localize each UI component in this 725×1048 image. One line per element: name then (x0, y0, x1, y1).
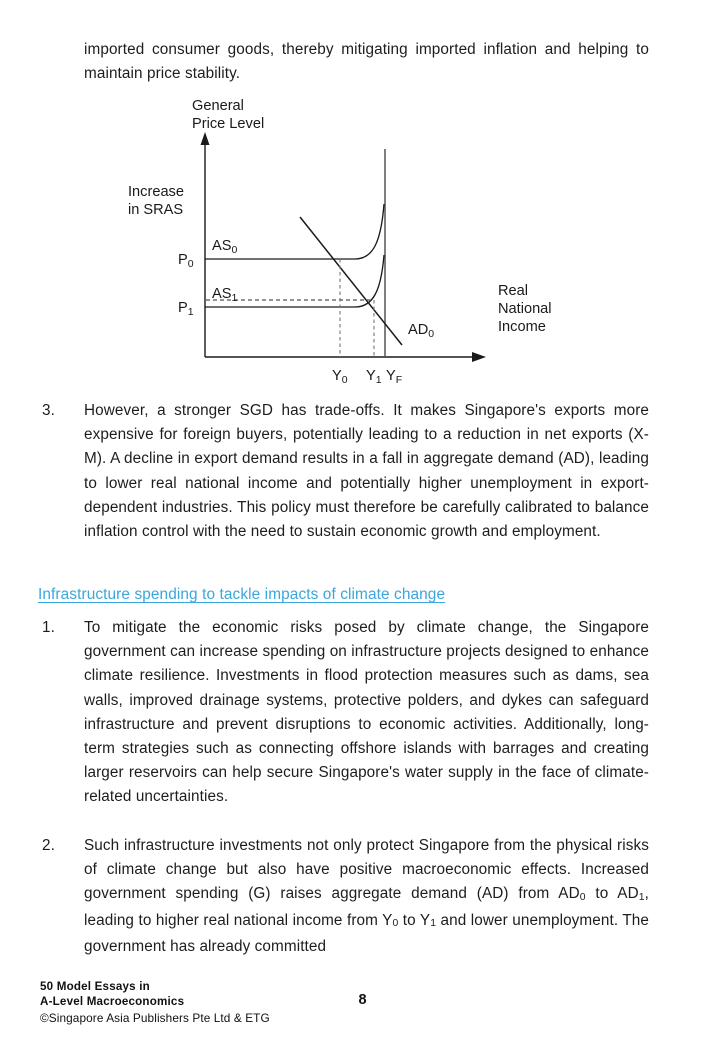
sras-annotation-line1: Increase (128, 184, 184, 200)
section-heading-infrastructure[interactable]: Infrastructure spending to tackle impacts of climate change (38, 586, 446, 603)
item2-text-part1: Such infrastructure investments not only protect Singapore from the physical risks of climate change but also have positive macroeconomic effects. Increased government spending (G) raises aggregate demand (AD) from AD (84, 837, 649, 903)
y-axis-arrowhead (201, 132, 210, 145)
y0-label: $Y_0$ (332, 368, 348, 386)
as0-label: $AS_0$ (212, 238, 238, 256)
x-axis-arrowhead (472, 352, 486, 362)
item2-text-part4: to Y (398, 911, 431, 929)
intro-paragraph: imported consumer goods, thereby mitigating imported inflation and helping to maintain price stability. (84, 41, 649, 83)
y-axis-label-line1: General (192, 98, 244, 114)
ad0-curve (300, 217, 402, 345)
y-axis-label-line2: Price Level (192, 116, 265, 132)
list-body-1: To mitigate the economic risks posed by climate change, the Singapore government can increase spending on infrastructure projects designed to enhance climate resilience. Investments in flood protection measures such as dams, sea walls, improved drainage systems, protective polders, and dykes can safeguard infrastructure and prevent disruptions to economic activities. Additionally, long-term strategies such as connecting offshore islands with barrages and creating larger reservoirs can help secure Singapore's water supply in the face of climate-related uncertainties. (84, 619, 649, 806)
list-marker-3: 3. (42, 402, 55, 419)
list-item-2 (42, 834, 649, 959)
y1-label: $Y_1$ (366, 368, 382, 386)
list-item-3 (42, 399, 649, 544)
item2-sub-d: 1 (430, 918, 437, 930)
list-marker-2: 2. (42, 837, 55, 854)
sras-annotation-line2: in SRAS (128, 202, 184, 218)
page-footer (40, 980, 685, 1040)
as1-label: $AS_1$ (212, 286, 238, 304)
list-body-3: However, a stronger SGD has trade-offs. It makes Singapore's exports more expensive for foreign buyers, potentially leading to a reduction in net exports (X-M). A decline in export demand results in a fall in aggregate demand (AD), leading to lower real national income and potentially higher unemployment in export-dependent industries. This policy must therefore be carefully calibrated to balance inflation control with the need to sustain economic growth and employment. (84, 402, 649, 541)
item2-text-part2: to AD (585, 885, 639, 903)
p0-label: $P_0$ (178, 252, 194, 270)
list-body-2 (84, 834, 649, 959)
x-axis-label-line2: National (498, 301, 552, 317)
x-axis-label-line1: Real (498, 283, 529, 299)
item2-text-part3: , leading to higher real national income from Y (84, 885, 649, 929)
list-item-1 (42, 616, 649, 810)
item2-sub-c: 0 (392, 918, 399, 930)
x-axis-label-line3: Income (498, 319, 546, 335)
footer-title-line2: A-Level Macroeconomics (40, 994, 185, 1008)
list-marker-1: 1. (42, 619, 55, 636)
item2-sub-a: 0 (579, 892, 586, 904)
as-ad-diagram (120, 92, 580, 387)
item2-sub-b: 1 (638, 892, 645, 904)
yf-label: $Y_F$ (386, 368, 403, 386)
ad0-label: $AD_0$ (408, 322, 435, 340)
footer-copyright: ©Singapore Asia Publishers Pte Ltd & ETG (40, 1011, 270, 1025)
footer-title-line1: 50 Model Essays in (40, 980, 150, 993)
page-number: 8 (358, 992, 367, 1008)
item2-text-part5: and lower unemployment. The government has already committed (84, 911, 650, 955)
p1-label: $P_1$ (178, 300, 194, 318)
